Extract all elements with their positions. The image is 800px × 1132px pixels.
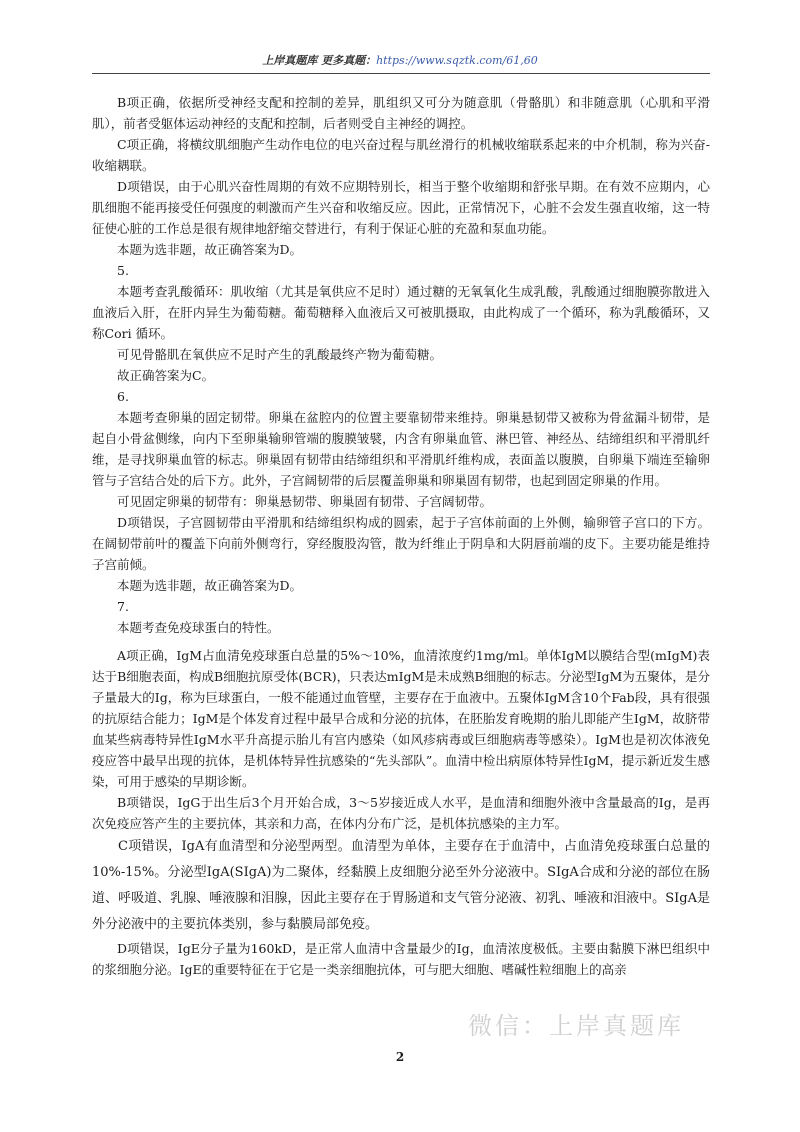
answer-line: 本题为选非题，故正确答案为D。 xyxy=(117,578,303,593)
paragraph-d-wrong: D项错误，由于心肌兴奋性周期的有效不应期特别长，相当于整个收缩期和舒张早期。在有效不应期内，心肌细胞不能再接受任何强度的刺激而产生兴奋和收缩反应。因此，正常情况下，心脏不会发生强直收缩，这一特征使心脏的工作总是很有规律地舒缩交替进行，有利于保证心脏的充盈和泵血功能。 xyxy=(92,179,710,236)
paragraph-topic: 本题考查免疫球蛋白的特性。 xyxy=(117,620,280,635)
watermark: 微信：上岸真题库 xyxy=(468,1012,684,1040)
paragraph-igg: B项错误，IgG于出生后3个月开始合成，3～5岁接近成人水平，是血清和细胞外液中含量最高的Ig，是再次免疫应答产生的主要抗体，其亲和力高，在体内分布广泛，是机体抗感染的主力军。 xyxy=(92,795,710,831)
paragraph-c-correct: C项正确，将横纹肌细胞产生动作电位的电兴奋过程与肌丝滑行的机械收缩联系起来的中介机制，称为兴奋-收缩耦联。 xyxy=(92,137,710,173)
paragraph-iga: C项错误，IgA有血清型和分泌型两型。血清型为单体，主要存在于血清中，占血清免疫球蛋白总量的10%-15%。分泌型IgA(SIgA)为二聚体，经黏膜上皮细胞分泌至外分泌液中。SIgA合成和分泌的部位在肠道、呼吸道、乳腺、唾液腺和泪腺，因此主要存在于胃肠道和支气管分泌液、初乳、唾液和泪液中。SIgA是外分泌液中的主要抗体类别，参与黏膜局部免疫。 xyxy=(92,839,710,932)
paragraph-b-correct: B项正确，依据所受神经支配和控制的差异，肌组织又可分为随意肌（骨骼肌）和非随意肌（心肌和平滑肌），前者受躯体运动神经的支配和控制，后者则受自主神经的调控。 xyxy=(92,95,710,131)
header-prefix: 上岸真题库 更多真题： xyxy=(262,54,377,67)
document-body xyxy=(92,92,710,980)
header-rule xyxy=(92,73,710,74)
paragraph-d-wrong: D项错误，子宫圆韧带由平滑肌和结缔组织构成的圆索，起于子宫体前面的上外侧，输卵管子宫口的下方。在阔韧带前叶的覆盖下向前外侧弯行，穿经腹股沟管，散为纤维止于阴阜和大阴唇前端的皮下。主要功能是维持子宫前倾。 xyxy=(92,515,710,572)
paragraph-igm: A项正确，IgM占血清免疫球蛋白总量的5%～10%，血清浓度约1mg/ml。单体IgM以膜结合型(mIgM)表达于B细胞表面，构成B细胞抗原受体(BCR)，只表达mIgM是未成熟B细胞的标志。分泌型IgM为五聚体，是分子量最大的Ig，称为巨球蛋白，一般不能通过血管壁，主要存在于血液中。五聚体IgM含10个Fab段，具有很强的抗原结合能力；IgM是个体发育过程中最早合成和分泌的抗体，在胚胎发育晚期的胎儿即能产生IgM，故脐带血某些病毒特异性IgM水平升高提示胎儿有宫内感染（如风疹病毒或巨细胞病毒等感染）。IgM也是初次体液免疫应答中最早出现的抗体，是机体特异性抗感染的“先头部队”。血清中检出病原体特异性IgM，提示新近发生感染，可用于感染的早期诊断。 xyxy=(92,648,710,789)
paragraph-conclusion: 可见固定卵巢的韧带有：卵巢悬韧带、卵巢固有韧带、子宫阔韧带。 xyxy=(117,494,493,509)
question-number: 6. xyxy=(117,389,129,404)
paragraph-conclusion: 可见骨骼肌在氧供应不足时产生的乳酸最终产物为葡萄糖。 xyxy=(117,347,443,362)
question-number: 7. xyxy=(117,599,129,614)
paragraph-ovary-ligaments: 本题考查卵巢的固定韧带。卵巢在盆腔内的位置主要靠韧带来维持。卵巢悬韧带又被称为骨盆漏斗韧带，是起自小骨盆侧缘，向内下至卵巢输卵管端的腹膜皱襞，内含有卵巢血管、淋巴管、神经丛、结缔组织和平滑肌纤维，是寻找卵巢血管的标志。卵巢固有韧带由结缔组织和平滑肌纤维构成，表面盖以腹膜，自卵巢下端连至输卵管与子宫结合处的后下方。此外，子宫阔韧带的后层覆盖卵巢和卵巢固有韧带，也起到固定卵巢的作用。 xyxy=(92,410,710,488)
paragraph-lactate-cycle: 本题考查乳酸循环：肌收缩（尤其是氧供应不足时）通过糖的无氧氧化生成乳酸，乳酸通过细胞膜弥散进入血液后入肝，在肝内异生为葡萄糖。葡萄糖释入血液后又可被肌摄取，由此构成了一个循环，称为乳酸循环，又称Cori 循环。 xyxy=(92,284,710,341)
page-header xyxy=(0,52,800,68)
answer-line: 本题为选非题，故正确答案为D。 xyxy=(117,242,303,257)
question-number: 5. xyxy=(117,263,129,278)
header-url[interactable]: https://www.sqztk.com/61,60 xyxy=(376,54,538,67)
paragraph-ige: D项错误，IgE分子量为160kD，是正常人血清中含量最少的Ig，血清浓度极低。主要由黏膜下淋巴组织中的浆细胞分泌。IgE的重要特征在于它是一类亲细胞抗体，可与肥大细胞、嗜碱性粒细胞上的高亲 xyxy=(92,941,710,977)
answer-line: 故正确答案为C。 xyxy=(117,368,215,383)
page-number: 2 xyxy=(395,1050,405,1064)
